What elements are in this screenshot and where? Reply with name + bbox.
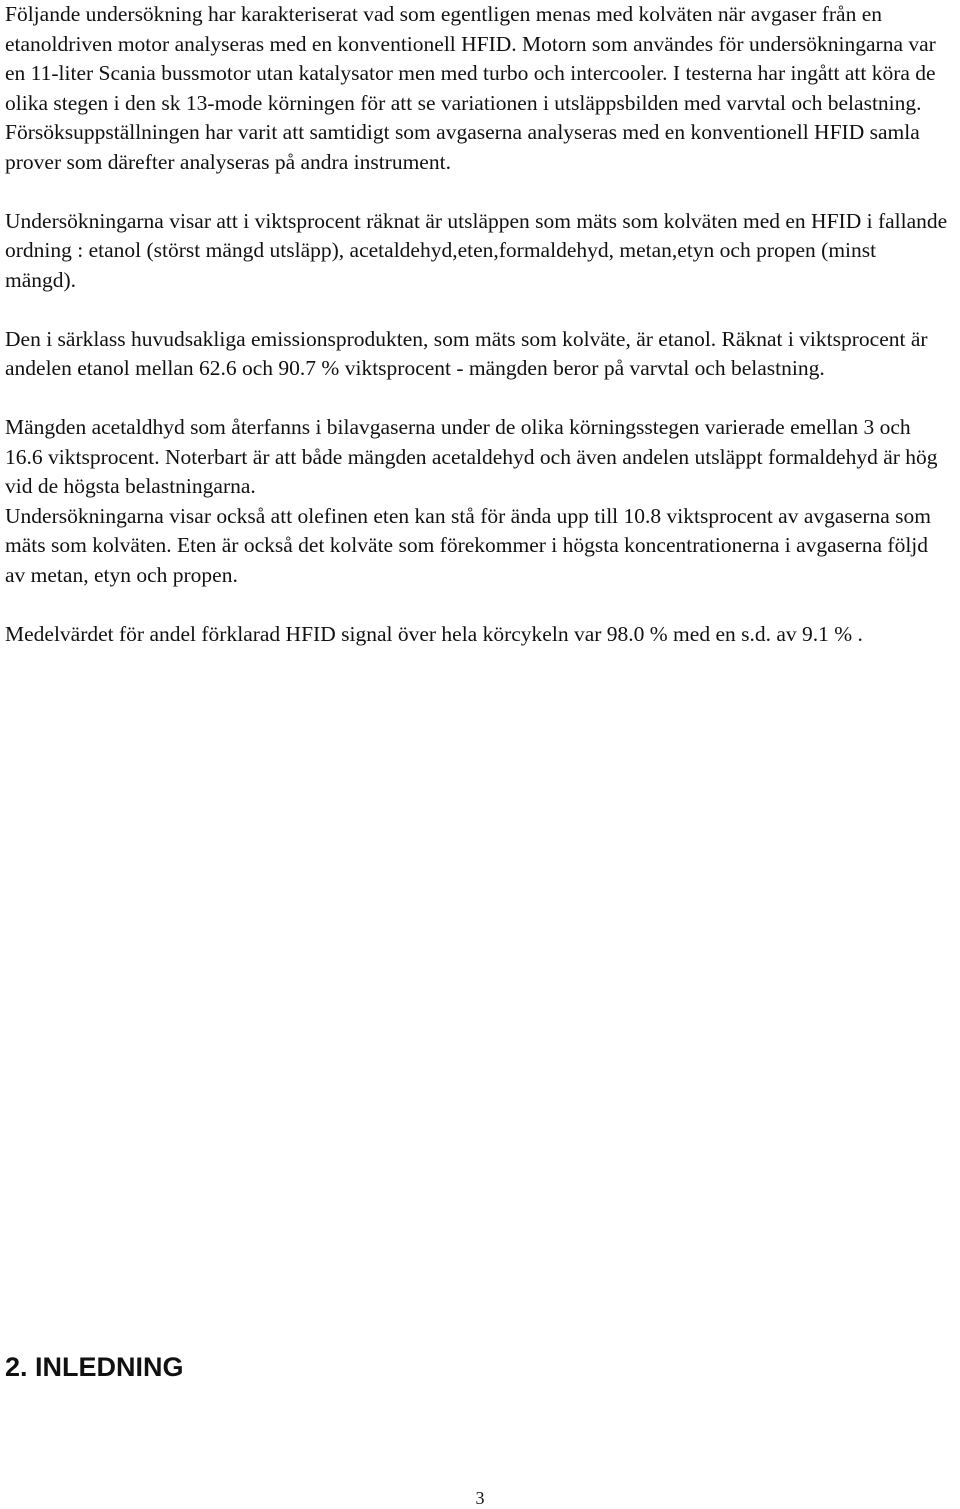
section-heading: 2. INLEDNING	[5, 1352, 184, 1382]
paragraph-test-setup: Följande undersökning har karakteriserat vad som egentligen menas med kolväten när avgaser från en etanoldriven motor analyseras med en konventionell HFID. Motorn som användes för undersökningarna var en 11-liter Scania bussmotor utan katalysator men med turbo och intercooler. I testerna har ingått att köra de olika stegen i den sk 13-mode körningen för att se variationen i utsläppsbilden med varvtal och belastning. Försöksuppställningen har varit att samtidigt som avgaserna analyseras med en konventionell HFID samla prover som därefter analyseras på andra instrument.	[5, 2, 936, 174]
paragraph-hfid-mean: Medelvärdet för andel förklarad HFID signal över hela körcykeln var 98.0 % med en s.d. av 9.1 % .	[5, 621, 863, 646]
paragraph-emission-order: Undersökningarna visar att i viktsprocent räknat är utsläppen som mäts som kolväten med en HFID i fallande ordning : etanol (störst mängd utsläpp), acetaldehyd,eten,formaldehyd, metan,etyn och propen (minst mängd).	[5, 208, 948, 292]
paragraph-ethanol-share: Den i särklass huvudsakliga emissionsprodukten, som mäts som kolväte, är etanol. Räknat i viktsprocent är andelen etanol mellan 62.6 och 90.7 % viktsprocent - mängden beror på varvtal och belastning.	[5, 326, 928, 380]
body-text	[5, 0, 950, 649]
paragraph-acetaldehyde: Mängden acetaldhyd som återfanns i bilavgaserna under de olika körningsstegen varierade emellan 3 och 16.6 viktsprocent. Noterbart är att både mängden acetaldehyd och även andelen utsläppt formaldehyd är hög vid de högsta belastningarna.	[5, 415, 938, 498]
paragraph-olefin-ethene: Undersökningarna visar också att olefinen eten kan stå för ända upp till 10.8 viktsprocent av avgaserna som mäts som kolväten. Eten är också det kolväte som förekommer i högsta koncentrationerna i avgaserna följd av metan, etyn och propen.	[5, 503, 932, 587]
page-number: 3	[475, 1488, 485, 1508]
